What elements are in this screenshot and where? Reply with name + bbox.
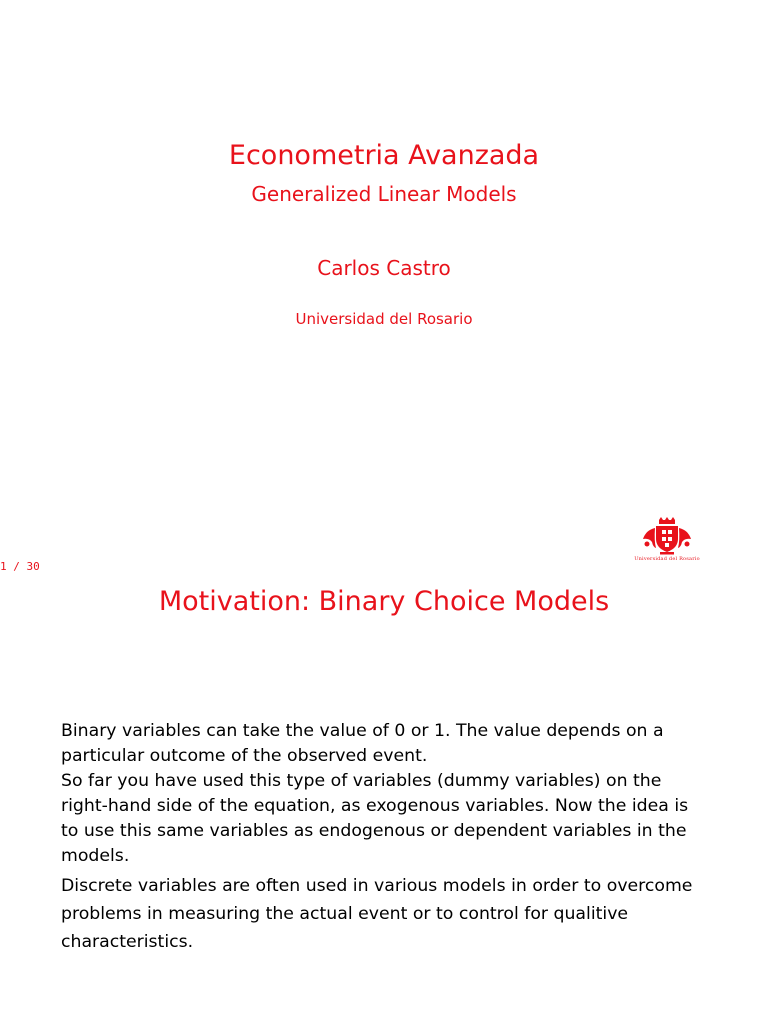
university-crest-icon xyxy=(632,517,702,555)
paragraph: So far you have used this type of variables (dummy variables) on the right-hand side of the equation, as exogenous variables. Now the idea is to use this same variables as endogenous or dependent variables in the models. xyxy=(61,771,689,866)
institute-name: Universidad del Rosario xyxy=(295,310,473,328)
paragraph: Discrete variables are often used in various models in order to overcome problems in measuring the actual event or to control for qualitive characteristics. xyxy=(61,876,693,952)
page-number: 1 / 30 xyxy=(0,560,40,573)
author-name: Carlos Castro xyxy=(317,256,451,280)
slide-body xyxy=(61,719,701,956)
logo-caption: Universidad del Rosario xyxy=(634,556,700,562)
presentation-title: Econometria Avanzada xyxy=(228,140,540,171)
university-logo xyxy=(632,517,702,565)
content-slide xyxy=(0,578,768,1024)
frame-title: Motivation: Binary Choice Models xyxy=(158,586,610,617)
paragraph: Binary variables can take the value of 0 or 1. The value depends on a particular outcome of the observed event. xyxy=(61,721,664,766)
presentation-subtitle: Generalized Linear Models xyxy=(251,182,517,206)
